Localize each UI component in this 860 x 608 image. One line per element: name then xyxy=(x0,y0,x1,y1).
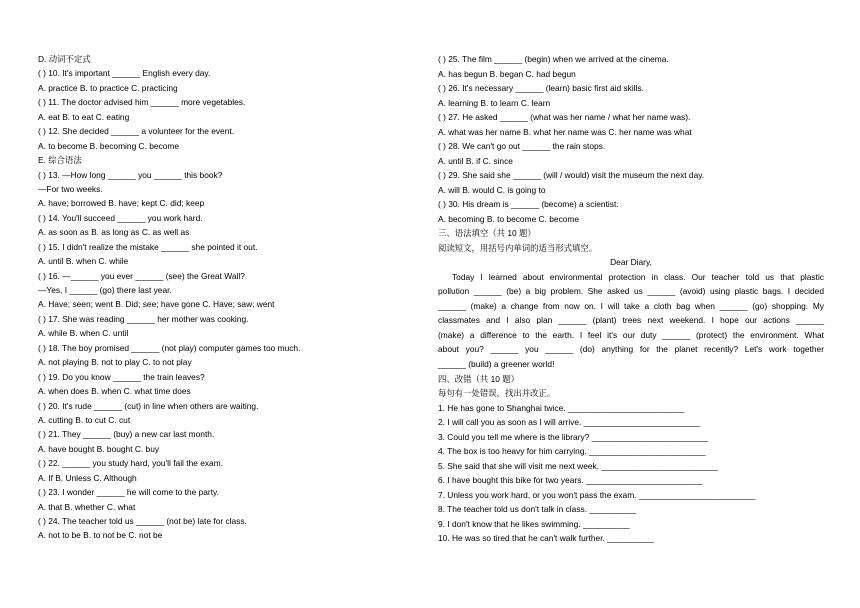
question-line: A. until B. when C. while xyxy=(38,256,129,267)
error-item: 9. I don't know that he likes swimming. __________ xyxy=(438,518,630,529)
question-line: A. will B. would C. is going to xyxy=(438,184,546,195)
passage-line: (make) a difference to the earth. I feel it's our duty ______ (protect) the environment. What xyxy=(438,329,824,340)
question-line: ( ) 17. She was reading ______ her mother was cooking. xyxy=(38,313,249,324)
question-line: ( ) 29. She said she ______ (will / would) visit the museum the next day. xyxy=(438,170,705,180)
question-line: ( ) 23. I wonder ______ he will come to the party. xyxy=(38,487,219,498)
left-column xyxy=(38,52,410,543)
section4-instruction: 每句有一处错误，找出并改正。 xyxy=(438,388,556,399)
question-line: ( ) 13. —How long ______ you ______ this book? xyxy=(38,169,223,180)
question-line: A. practice B. to practice C. practicing xyxy=(38,82,178,93)
question-line: —For two weeks. xyxy=(38,183,103,194)
error-item: 10. He was so tired that he can't walk further. __________ xyxy=(438,533,654,544)
question-line: A. not playing B. not to play C. to not play xyxy=(38,357,192,368)
question-line: —Yes, I ______ (go) there last year. xyxy=(38,285,172,295)
question-line: ( ) 30. His dream is ______ (become) a scientist. xyxy=(438,199,619,209)
question-line: A. what was her name B. what her name was C. her name was what xyxy=(438,126,692,137)
section4-heading: 四、改错（共 10 题） xyxy=(438,373,519,384)
question-line: E. 综合语法 xyxy=(38,155,82,166)
error-item: 8. The teacher told us don't talk in class. __________ xyxy=(438,504,636,515)
question-line: ( ) 27. He asked ______ (what was her name / what her name was). xyxy=(438,112,691,122)
question-line: A. when does B. when C. what time does xyxy=(38,386,191,397)
question-line: ( ) 22. ______ you study hard, you'll fail the exam. xyxy=(38,458,224,469)
question-line: ( ) 16. —______ you ever ______ (see) the Great Wall? xyxy=(38,270,245,281)
question-line: ( ) 10. It's important ______ English every day. xyxy=(38,68,211,79)
question-line: A. becoming B. to become C. become xyxy=(438,213,580,224)
question-line: ( ) 25. The film ______ (begin) when we arrived at the cinema. xyxy=(438,54,669,64)
question-line: ( ) 12. She decided ______ a volunteer for the event. xyxy=(38,126,235,137)
questions-25-30 xyxy=(438,52,824,226)
question-line: ( ) 24. The teacher told us ______ (not be) late for class. xyxy=(38,516,247,526)
question-line: ( ) 18. The boy promised ______ (not play) computer games too much. xyxy=(38,342,301,353)
passage-line: ______ (make) a change from now on. I will take a cloth bag when ______ (go) shopping. My xyxy=(438,300,824,311)
question-line: ( ) 11. The doctor advised him ______ more vegetables. xyxy=(38,97,246,108)
question-line: A. while B. when C. until xyxy=(38,328,129,339)
error-item: 7. Unless you work hard, or you won't pass the exam. _________________________ xyxy=(438,489,756,500)
right-column xyxy=(438,52,824,546)
section3-heading: 三、语法填空（共 10 题） xyxy=(438,228,536,238)
question-line: A. cutting B. to cut C. cut xyxy=(38,414,131,425)
question-line: A. learning B. to learn C. learn xyxy=(438,97,551,108)
question-line: A. Have; seen; went B. Did; see; have gone C. Have; saw; went xyxy=(38,299,275,310)
error-item: 2. I will call you as soon as I will arrive. _________________________ xyxy=(438,417,701,428)
question-line: ( ) 28. We can't go out ______ the rain stops. xyxy=(438,141,606,151)
diary-passage xyxy=(438,270,824,372)
question-line: ( ) 20. It's rude ______ (cut) in line when others are waiting. xyxy=(38,400,259,411)
question-line: ( ) 19. Do you know ______ the train leaves? xyxy=(38,371,205,382)
passage-line: about you? ______ you ______ (do) anything for the planet recently? Let's work together xyxy=(438,344,824,355)
question-line: A. eat B. to eat C. eating xyxy=(38,111,130,122)
error-item: 4. The box is too heavy for him carrying. _________________________ xyxy=(438,446,706,457)
question-line: ( ) 15. I didn't realize the mistake ______ she pointed it out. xyxy=(38,241,258,252)
question-line: A. have bought B. bought C. buy xyxy=(38,443,160,454)
question-line: A. that B. whether C. what xyxy=(38,501,136,512)
question-line: ( ) 14. You'll succeed ______ you work hard. xyxy=(38,212,203,223)
question-line: A. not to be B. to not be C. not be xyxy=(38,530,163,541)
error-correction-list xyxy=(438,401,824,546)
error-item: 5. She said that she will visit me next week. _________________________ xyxy=(438,460,718,471)
question-line: D. 动词不定式 xyxy=(38,54,91,64)
error-item: 3. Could you tell me where is the library? _________________________ xyxy=(438,431,709,442)
section3-instruction: 阅读短文，用括号内单词的适当形式填空。 xyxy=(438,242,598,253)
error-item: 1. He has gone to Shanghai twice. _________________________ xyxy=(438,402,685,413)
passage-line: pollution ______ (be) a big problem. She asked us ______ (avoid) using plastic bags. I decided xyxy=(438,286,824,297)
question-line: A. as soon as B. as long as C. as well as xyxy=(38,227,190,238)
question-line: ( ) 21. They ______ (buy) a new car last month. xyxy=(38,429,215,440)
passage-line: ______ (build) a greener world! xyxy=(438,359,555,370)
question-line: A. have; borrowed B. have; kept C. did; keep xyxy=(38,198,205,209)
question-line: A. until B. if C. since xyxy=(438,155,513,166)
question-line: ( ) 26. It's necessary ______ (learn) basic first aid skills. xyxy=(438,83,644,93)
question-line: A. to become B. becoming C. become xyxy=(38,140,180,151)
error-item: 6. I have bought this bike for two years. _________________________ xyxy=(438,475,703,486)
question-line: A. has begun B. began C. had begun xyxy=(438,68,576,79)
passage-line: classmates and I also plan ______ (plant) trees next weekend. I hope our actions ______ xyxy=(438,315,824,326)
question-line: A. If B. Unless C. Although xyxy=(38,472,137,483)
diary-greeting: Dear Diary, xyxy=(610,257,652,267)
passage-line: Today I learned about environmental protection in class. Our teacher told us that plastic xyxy=(452,271,824,282)
